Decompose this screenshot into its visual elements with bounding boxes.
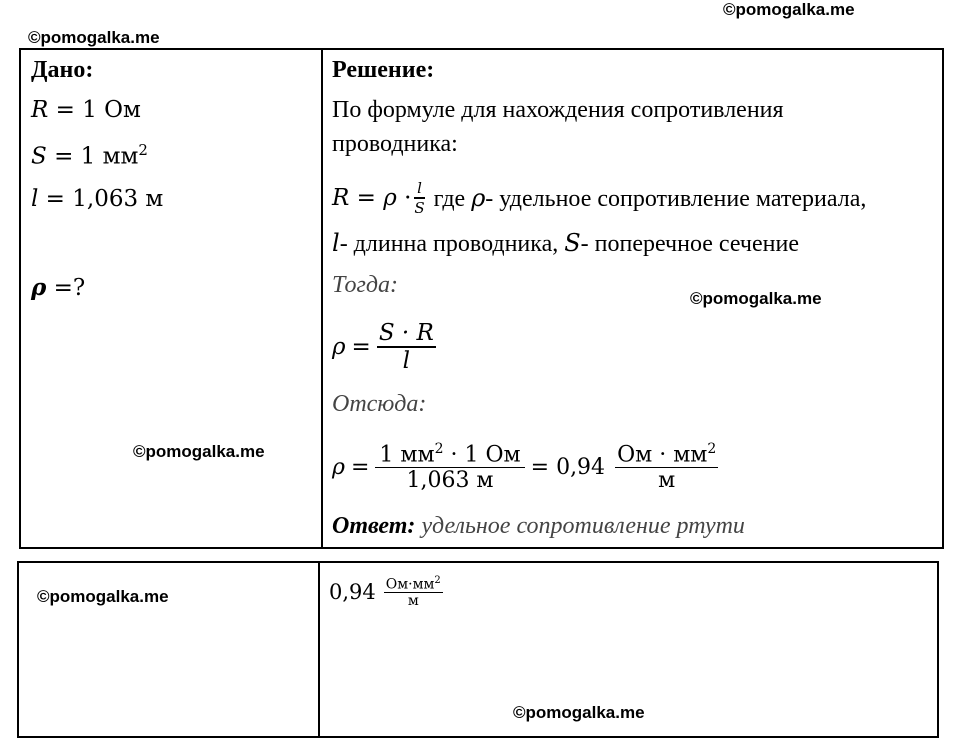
given-r-symbol: R [31,97,49,123]
line2-l: l [332,229,340,257]
calc-numerator [375,441,524,467]
given-s-exponent: 2 [138,141,148,159]
given-l-value: 1,063 м [72,186,164,212]
where-rho: ρ [471,183,486,212]
calc-unit-fraction [615,441,718,494]
formula-rho: ρ [383,185,397,211]
line2-rest: - поперечное сечение [580,231,799,257]
calc-unit-numerator [615,441,718,467]
calc-fraction [375,441,524,494]
given-s-eq: = [54,143,74,170]
watermark-top-left: ©pomogalka.me [28,28,160,47]
calc-num-a: 1 мм [379,441,435,467]
line2-s: S [564,229,581,257]
given-s [31,141,148,170]
given-s-value: 1 мм [80,143,139,170]
solution-heading: Решение: [332,57,435,83]
main-table-divider [321,48,323,549]
formula-r-symbol: R [332,185,350,211]
rho-formula-eq: = [351,334,371,360]
rho-formula-numerator: S · R [378,320,434,347]
watermark-given: ©pomogalka.me [133,442,265,461]
given-r-value: 1 Ом [82,97,141,123]
where-text: где [427,185,472,212]
calc-eq: = [350,454,370,480]
formula-numerator: l [417,179,422,198]
given-s-symbol: S [31,143,47,170]
given-l-eq: = [45,186,65,212]
solution-line2 [332,229,799,258]
given-rho-symbol: ρ [31,274,47,301]
answer-label: Ответ: [332,513,416,539]
given-r-eq: = [55,97,75,123]
solution-intro-line1: По формуле для нахождения сопротивления [332,97,784,123]
result-unit-denominator: м [407,593,419,610]
given-heading: Дано: [31,57,94,83]
rho-formula-lhs: ρ [332,334,346,360]
calc-lhs: ρ [332,454,345,480]
rho-formula [332,314,436,380]
calc-formula [332,434,718,500]
answer-line [332,513,745,540]
hence-label: Отсюда: [332,391,427,417]
result-unit-numerator [384,575,443,593]
given-r [31,97,141,123]
formula-resistance [332,174,866,222]
result-unit-exp: 2 [434,574,441,586]
given-rho [31,274,85,301]
calc-result: = 0,94 [530,454,606,480]
given-rho-eq: =? [53,275,86,301]
calc-unit-num: Ом · мм [617,441,708,467]
rho-formula-denominator: l [402,347,410,374]
watermark-solution: ©pomogalka.me [690,289,822,308]
result-table-divider [318,561,320,738]
given-l-symbol: l [31,186,39,212]
then-label: Тогда: [332,272,398,298]
formula-fraction [414,179,424,217]
watermark-top-right: ©pomogalka.me [723,0,855,19]
where-rest: - удельное сопротивление материала, [485,185,867,212]
calc-unit-denominator: м [658,468,676,494]
line2-mid: - длинна проводника, [339,231,565,257]
solution-intro-line2: проводника: [332,131,458,157]
answer-text: удельное сопротивление ртути [415,513,745,539]
formula-eq: = [356,185,376,211]
result-unit-num: Ом·мм [385,576,435,593]
calc-unit-exp: 2 [707,440,717,457]
calc-num-b: · 1 Ом [443,441,521,467]
watermark-bottom: ©pomogalka.me [513,703,645,722]
given-l [31,186,163,212]
formula-where [428,184,867,213]
rho-formula-fraction [377,320,436,374]
result-value [329,566,443,618]
calc-num-exp: 2 [434,440,444,457]
formula-denominator: S [414,198,425,217]
formula-dot: · [404,185,412,211]
watermark-bottom-left: ©pomogalka.me [37,587,169,606]
result-table [17,561,939,738]
calc-denominator: 1,063 м [406,468,494,494]
result-unit-fraction [384,575,443,610]
result-number: 0,94 [329,580,376,604]
